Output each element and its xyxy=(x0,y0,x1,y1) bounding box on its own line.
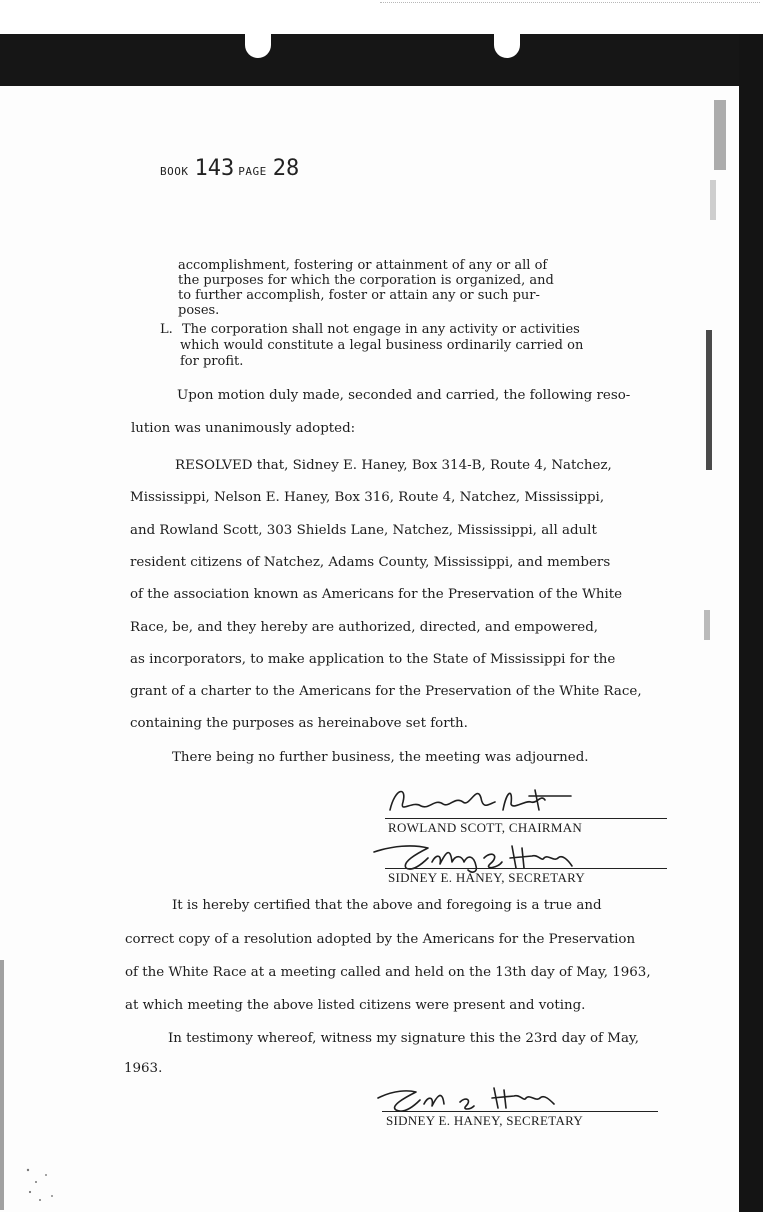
top-paragraph-line-2: the purposes for which the corporation is organized, and xyxy=(178,273,554,288)
page-label: PAGE xyxy=(238,165,267,178)
book-label: BOOK xyxy=(160,165,189,178)
top-dotted-edge xyxy=(380,2,760,3)
testimony-line-2: 1963. xyxy=(124,1061,163,1076)
scan-noise-right xyxy=(700,90,740,690)
testimony-line-1: In testimony whereof, witness my signature this the 23rd day of May, xyxy=(168,1031,639,1046)
secretary-name-1: SIDNEY E. HANEY, SECRETARY xyxy=(388,870,586,885)
scan-noise-left xyxy=(0,960,12,1210)
item-l-line-2: which would constitute a legal business ordinarily carried on xyxy=(180,338,584,353)
resolution-line-6: Race, be, and they hereby are authorized, directed, and empowered, xyxy=(130,620,599,635)
certification-line-1: It is hereby certified that the above and foregoing is a true and xyxy=(172,898,602,913)
item-l-line-3: for profit. xyxy=(180,354,244,369)
secretary-name-2: SIDNEY E. HANEY, SECRETARY xyxy=(386,1113,584,1128)
scan-noise-bottom-left xyxy=(18,1160,68,1210)
book-number: 143 xyxy=(194,156,235,181)
resolution-line-2: Mississippi, Nelson E. Haney, Box 316, Route 4, Natchez, Mississippi, xyxy=(130,490,605,505)
adjourn-line: There being no further business, the meeting was adjourned. xyxy=(172,750,589,765)
secretary-signature-line-2 xyxy=(382,1111,658,1112)
page-number: 28 xyxy=(272,156,300,181)
motion-line-2: lution was unanimously adopted: xyxy=(131,421,356,436)
certification-line-3: of the White Race at a meeting called and held on the 13th day of May, 1963, xyxy=(125,965,651,980)
secretary-signature-line-1 xyxy=(385,868,667,869)
motion-line-1: Upon motion duly made, seconded and carried, the following reso- xyxy=(177,388,631,403)
chairman-name: ROWLAND SCOTT, CHAIRMAN xyxy=(388,820,583,835)
chairman-handwritten-signature xyxy=(385,780,575,822)
item-l-line-1: The corporation shall not engage in any activity or activities xyxy=(182,322,580,337)
resolution-line-8: grant of a charter to the Americans for the Preservation of the White Race, xyxy=(130,684,642,699)
top-paragraph-line-1: accomplishment, fostering or attainment of any or all of xyxy=(178,258,548,273)
chairman-signature-line xyxy=(385,818,667,819)
resolution-line-4: resident citizens of Natchez, Adams County, Mississippi, and members xyxy=(130,555,611,570)
scan-top-border xyxy=(0,34,763,86)
resolution-line-3: and Rowland Scott, 303 Shields Lane, Natchez, Mississippi, all adult xyxy=(130,523,597,538)
top-paragraph-line-3: to further accomplish, foster or attain any or such pur- xyxy=(178,288,540,303)
item-l-marker: L. xyxy=(160,322,173,337)
resolution-line-1: RESOLVED that, Sidney E. Haney, Box 314-B, Route 4, Natchez, xyxy=(175,458,612,473)
certification-line-2: correct copy of a resolution adopted by the Americans for the Preservation xyxy=(125,932,636,947)
resolution-line-9: containing the purposes as hereinabove set forth. xyxy=(130,716,468,731)
book-page-header xyxy=(160,156,299,181)
top-paragraph-line-4: poses. xyxy=(178,303,220,318)
resolution-line-5: of the association known as Americans for the Preservation of the White xyxy=(130,587,623,602)
certification-line-4: at which meeting the above listed citizens were present and voting. xyxy=(125,998,586,1013)
resolution-line-7: as incorporators, to make application to the State of Mississippi for the xyxy=(130,652,616,667)
scan-right-border xyxy=(739,34,763,1212)
